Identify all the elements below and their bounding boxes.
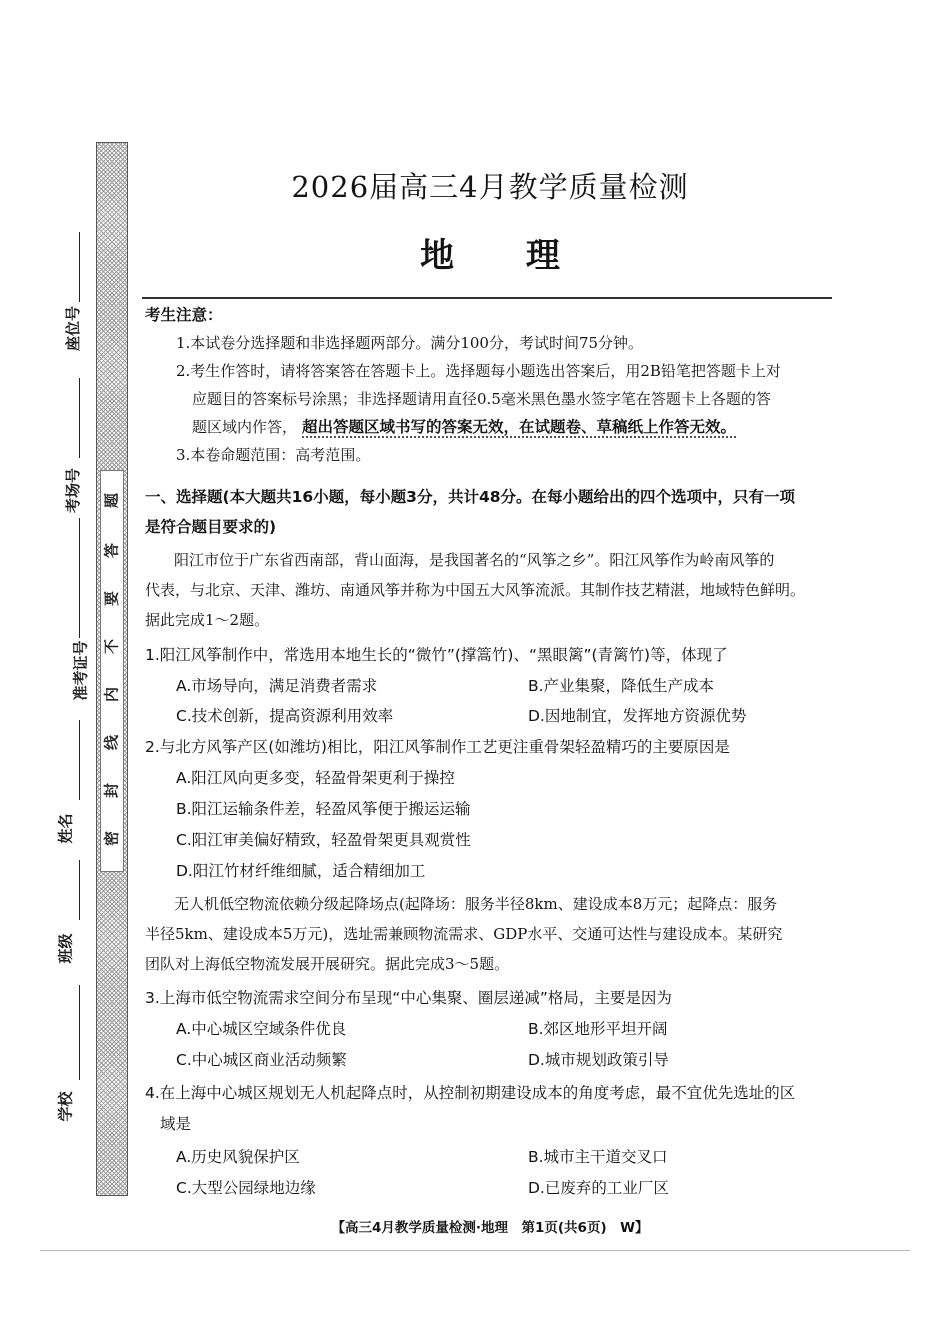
option: A.中心城区空域条件优良 <box>176 1020 347 1038</box>
option: A.市场导向，满足消费者需求 <box>176 677 378 695</box>
option: B.郊区地形平坦开阔 <box>528 1020 668 1038</box>
passage-line: 代表，与北京、天津、潍坊、南通风筝并称为中国五大风筝流派。其制作技艺精湛，地域特色鲜明。 <box>145 581 806 599</box>
option: B.阳江运输条件差，轻盈风筝便于搬运运输 <box>176 800 471 818</box>
footer-rule <box>40 1250 910 1251</box>
seal-char: 答 <box>102 543 121 559</box>
exam-title: 2026届高三4月教学质量检测 <box>291 170 689 204</box>
seal-notice-box <box>100 470 124 872</box>
passage-line: 据此完成1～2题。 <box>145 611 270 629</box>
divider <box>142 297 832 299</box>
question-stem: 1.阳江风筝制作中，常选用本地生长的“微竹”(撑篙竹)、“黑眼篱”(青篱竹)等，体现了 <box>145 646 728 664</box>
option: C.阳江审美偏好精致，轻盈骨架更具观赏性 <box>176 831 471 849</box>
class-line <box>79 860 80 920</box>
seat-number-line <box>79 232 80 302</box>
seal-char: 密 <box>102 831 121 847</box>
question-stem: 4.在上海中心城区规划无人机起降点时，从控制初期建设成本的角度考虑，最不宜优先选址的区 <box>145 1084 796 1102</box>
seal-char: 内 <box>102 687 121 703</box>
passage-line: 半径5km、建设成本5万元)，选址需兼顾物流需求、GDP水平、交通可达性与建设成本。某研究 <box>145 925 783 943</box>
notice-heading: 考生注意： <box>145 306 223 324</box>
option: D.已废弃的工业厂区 <box>528 1179 669 1197</box>
notice-item: 题区域内作答， <box>192 418 298 436</box>
seal-char: 线 <box>102 735 121 751</box>
section-heading: 是符合题目要求的) <box>145 518 277 536</box>
question-stem: 2.与北方风筝产区(如潍坊)相比，阳江风筝制作工艺更注重骨架轻盈精巧的主要原因是 <box>145 738 730 756</box>
seat-number-label: 座位号 <box>64 305 83 352</box>
passage-line: 无人机低空物流依赖分级起降场点(起降场：服务半径8km、建设成本8万元；起降点：服务 <box>174 895 778 913</box>
option: A.历史风貌保护区 <box>176 1148 300 1166</box>
name-line <box>79 720 80 800</box>
exam-room-line <box>79 378 80 458</box>
notice-emphasis: 超出答题区域书写的答案无效，在试题卷、草稿纸上作答无效。 <box>302 418 737 436</box>
name-label: 姓名 <box>56 813 75 844</box>
option: B.城市主干道交叉口 <box>528 1148 668 1166</box>
option: C.中心城区商业活动频繁 <box>176 1051 347 1069</box>
seal-char: 要 <box>102 591 121 607</box>
option: A.阳江风向更多变，轻盈骨架更利于操控 <box>176 769 455 787</box>
subject-title: 地 理 <box>420 236 590 276</box>
seal-char: 封 <box>102 783 121 799</box>
question-stem: 域是 <box>160 1115 192 1133</box>
notice-item: 2.考生作答时，请将答案答在答题卡上。选择题每小题选出答案后，用2B铅笔把答题卡上对 <box>176 362 781 380</box>
admission-number-label: 准考证号 <box>71 640 90 701</box>
class-label: 班级 <box>56 933 75 964</box>
notice-item: 应题目的答案标号涂黑；非选择题请用直径0.5毫米黑色墨水签字笔在答题卡上各题的答 <box>192 390 771 408</box>
option: D.阳江竹材纤维细腻，适合精细加工 <box>176 862 426 880</box>
passage-line: 团队对上海低空物流发展开展研究。据此完成3～5题。 <box>145 955 510 973</box>
section-heading: 一、选择题(本大题共16小题，每小题3分，共计48分。在每小题给出的四个选项中，只有一项 <box>145 488 796 506</box>
option: C.大型公园绿地边缘 <box>176 1179 316 1197</box>
notice-item: 1.本试卷分选择题和非选择题两部分。满分100分，考试时间75分钟。 <box>176 334 644 352</box>
option: D.城市规划政策引导 <box>528 1051 669 1069</box>
admission-number-line <box>79 518 80 638</box>
option: C.技术创新，提高资源利用效率 <box>176 707 394 725</box>
seal-char: 题 <box>102 493 121 509</box>
seal-char: 不 <box>102 639 121 655</box>
school-line <box>79 985 80 1080</box>
passage-line: 阳江市位于广东省西南部，背山面海，是我国著名的“风筝之乡”。阳江风筝作为岭南风筝的 <box>174 551 775 569</box>
exam-room-label: 考场号 <box>64 467 83 514</box>
page-footer: 【高三4月教学质量检测·地理 第1页(共6页) W】 <box>331 1220 649 1236</box>
question-stem: 3.上海市低空物流需求空间分布呈现“中心集聚、圈层递减”格局，主要是因为 <box>145 989 672 1007</box>
option: B.产业集聚，降低生产成本 <box>528 677 715 695</box>
school-label: 学校 <box>56 1091 75 1122</box>
notice-item: 3.本卷命题范围：高考范围。 <box>176 446 371 464</box>
option: D.因地制宜，发挥地方资源优势 <box>528 707 747 725</box>
